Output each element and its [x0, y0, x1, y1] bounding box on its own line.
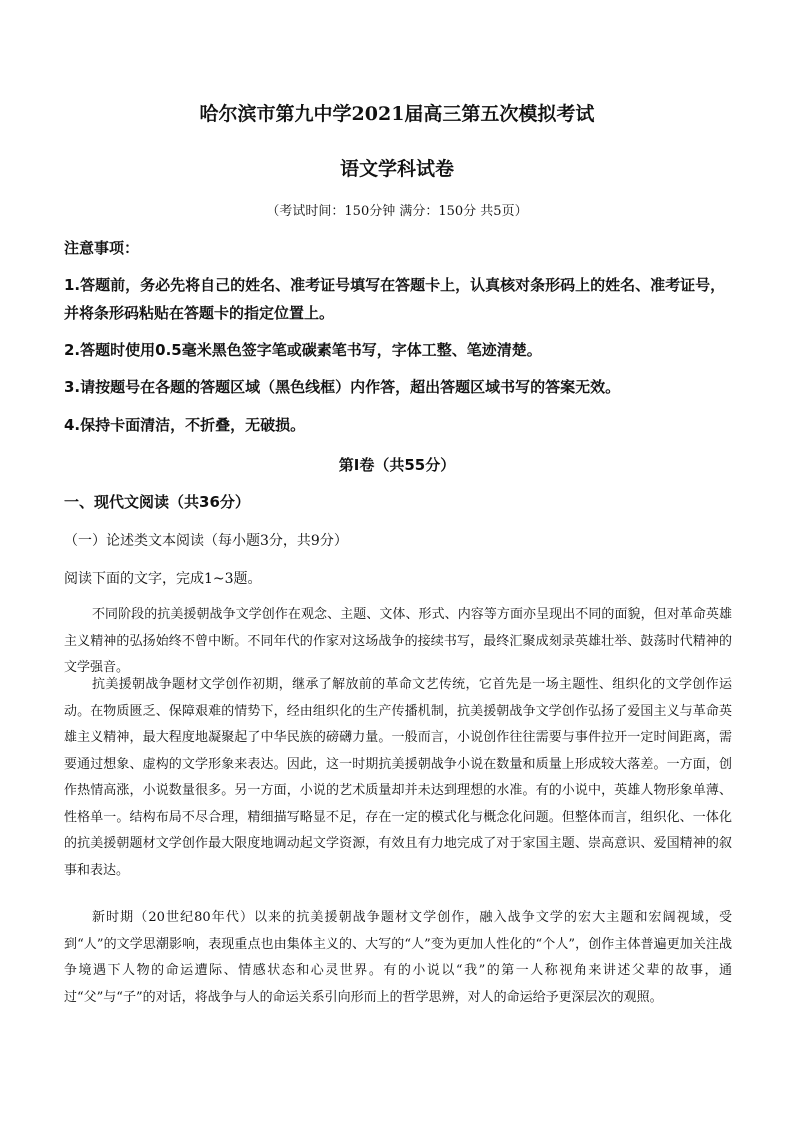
- passage-paragraph-2: 抗美援朝战争题材文学创作初期，继承了解放前的革命文艺传统，它首先是一场主题性、组织化的文学创作运动。在物质匮乏、保障艰难的情势下，经由组织化的生产传播机制，抗美援朝战争文学创作弘扬了爱国主义与革命英雄主义精神，最大程度地凝聚起了中华民族的磅礴力量。一般而言，小说创作往往需要与事件拉开一定时间距离，需要通过想象、虚构的文学形象来表达。因此，这一时期抗美援朝战争小说在数量和质量上形成较大落差。一方面，创作热情高涨，小说数量很多。另一方面，小说的艺术质量却并未达到理想的水准。有的小说中，英雄人物形象单薄、性格单一。结构布局不尽合理，精细描写略显不足，存在一定的模式化与概念化问题。但整体而言，组织化、一体化的抗美援朝题材文学创作最大限度地调动起文学资源，有效且有力地完成了对于家国主题、崇高意识、爱国精神的叙事和表达。: [64, 677, 732, 878]
- notice-item-3: 3.请按题号在各题的答题区域（黑色线框）内作答，超出答题区域书写的答案无效。: [64, 378, 621, 396]
- part-heading: 第Ⅰ卷（共55分）: [338, 456, 456, 474]
- subject-title: 语文学科试卷: [339, 158, 454, 180]
- passage-paragraph-3: 新时期（20世纪80年代）以来的抗美援朝战争题材文学创作，融入战争文学的宏大主题和宏阔视域，受到“人”的文学思潮影响，表现重点也由集体主义的、大写的“人”变为更加人性化的“个人”，创作主体普遍更加关注战争境遇下人物的命运遭际、情感状态和心灵世界。有的小说以“我”的第一人称视角来讲述父辈的故事，通过“父”与“子”的对话，将战争与人的命运关系引向形而上的哲学思辨，对人的命运给予更深层次的观照。: [64, 910, 732, 1005]
- notice-item-4: 4.保持卡面清洁，不折叠，无破损。: [64, 416, 306, 434]
- notice-item-1: 1.答题前，务必先将自己的姓名、准考证号填写在答题卡上，认真核对条形码上的姓名、准考证号，并将条形码粘贴在答题卡的指定位置上。: [64, 276, 726, 322]
- notice-item-2: 2.答题时使用0.5毫米黑色签字笔或碳素笔书写，字体工整、笔迹清楚。: [64, 341, 542, 359]
- exam-title: 哈尔滨市第九中学2021届高三第五次模拟考试: [199, 103, 595, 125]
- section-heading: 一、现代文阅读（共36分）: [64, 493, 250, 511]
- subsection-heading: （一）论述类文本阅读（每小题3分，共9分）: [64, 533, 348, 549]
- notice-heading: 注意事项：: [64, 239, 140, 257]
- passage-paragraph-1: 不同阶段的抗美援朝战争文学创作在观念、主题、文体、形式、内容等方面亦呈现出不同的面貌，但对革命英雄主义精神的弘扬始终不曾中断。不同年代的作家对这场战争的接续书写，最终汇聚成刻录英雄壮举、鼓荡时代精神的文学强音。: [64, 607, 732, 675]
- reading-instruction: 阅读下面的文字，完成1~3题。: [64, 571, 262, 587]
- exam-meta: （考试时间：150分钟 满分：150分 共5页）: [266, 204, 528, 219]
